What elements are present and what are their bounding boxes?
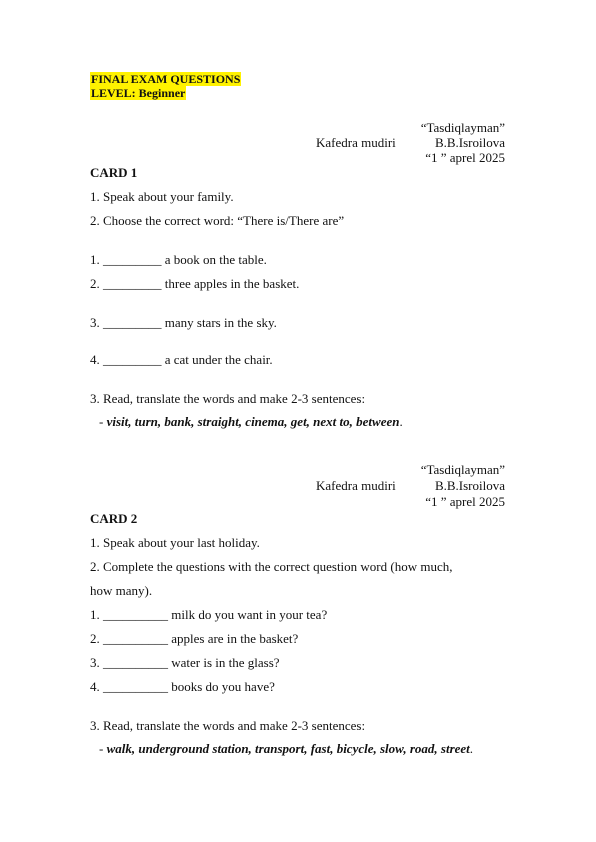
card2-words: walk, underground station, transport, fast, bicycle, slow, road, street: [106, 741, 470, 756]
approval-label-2: “Tasdiqlayman”: [420, 462, 505, 477]
card1-item-4: 4. _________ a cat under the chair.: [90, 352, 273, 367]
approval-date: “1 ” aprel 2025: [425, 150, 505, 165]
card2-word-list: [99, 741, 473, 757]
card2-item-2: 2. __________ apples are in the basket?: [90, 631, 299, 646]
approval-name-2: B.B.Isroilova: [434, 478, 505, 493]
card1-question-2: 2. Choose the correct word: “There is/There are”: [90, 213, 345, 228]
card1-item-2: 2. _________ three apples in the basket.: [90, 276, 300, 291]
card1-words: visit, turn, bank, straight, cinema, get, next to, between: [106, 414, 400, 429]
card2-title: CARD 2: [90, 511, 138, 526]
card1-title: CARD 1: [90, 165, 138, 180]
card2-word-prefix: -: [99, 741, 107, 756]
approval-name: B.B.Isroilova: [434, 135, 505, 150]
card2-question-2-line-2: how many).: [90, 583, 153, 598]
card1-item-1: 1. _________ a book on the table.: [90, 252, 267, 267]
card1-question-1: 1. Speak about your family.: [90, 189, 234, 204]
card1-question-3: 3. Read, translate the words and make 2-3 sentences:: [90, 391, 366, 406]
exam-level: LEVEL: Beginner: [91, 86, 186, 100]
card2-question-3: 3. Read, translate the words and make 2-3 sentences:: [90, 718, 366, 733]
approval-position: Kafedra mudiri: [316, 135, 396, 150]
card1-item-3: 3. _________ many stars in the sky.: [90, 315, 277, 330]
card2-item-3: 3. __________ water is in the glass?: [90, 655, 280, 670]
card1-word-end: .: [399, 414, 403, 429]
card2-item-1: 1. __________ milk do you want in your tea?: [90, 607, 328, 622]
exam-title: FINAL EXAM QUESTIONS: [91, 72, 241, 86]
card2-item-4: 4. __________ books do you have?: [90, 679, 275, 694]
card2-question-2-line-1: 2. Complete the questions with the correct question word (how much,: [90, 559, 453, 574]
approval-date-2: “1 ” aprel 2025: [425, 494, 505, 509]
approval-position-2: Kafedra mudiri: [316, 478, 396, 493]
card1-word-prefix: -: [99, 414, 107, 429]
card2-question-1: 1. Speak about your last holiday.: [90, 535, 260, 550]
card2-word-end: .: [469, 741, 474, 756]
approval-label: “Tasdiqlayman”: [420, 120, 505, 135]
card1-word-list: [99, 414, 403, 430]
